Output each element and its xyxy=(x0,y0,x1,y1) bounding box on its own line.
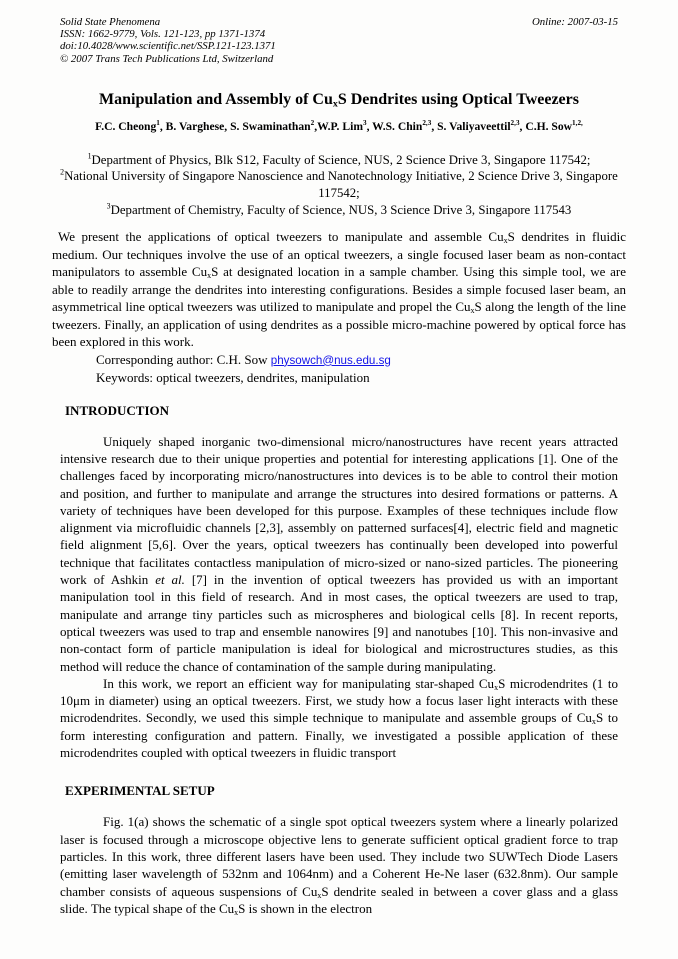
experimental-setup-paragraph-1: Fig. 1(a) shows the schematic of a single spot optical tweezers system where a linearly polarized laser is focused through a microscope objective lens to generate sufficient optical gradient force to trap particles. In this work, three different lasers have been used. They include two SUWTech Diode Lasers (emitting laser wavelength of 532nm and 1064nm) and a Coherent He-Ne laser (632.8nm). Our sample chamber consists of aqueous suspensions of $Cu_xS$ dendrite sealed in between a cover glass and a glass slide. The typical shape of the $Cu_xS$ is shown in the electron xyxy=(60,814,619,917)
email-link[interactable]: physowch@nus.edu.sg xyxy=(270,353,391,367)
journal-header-left xyxy=(60,16,276,65)
doi-line: doi:10.4028/www.scientific.net/SSP.121-123.1371 xyxy=(60,40,276,53)
copyright-line: © 2007 Trans Tech Publications Ltd, Switzerland xyxy=(60,52,274,65)
introduction-paragraph-2: In this work, we report an efficient way for manipulating star-shaped $Cu_xS$ microdendrites (1 to 10μm in diameter) using an optical tweezers. First, we study how a focus laser light interacts with these microdendrites. Secondly, we used this simple technique to manipulate and assemble groups of $Cu_xS$ to form interesting configuration and pattern. Finally, we investigated a possible application of these microdendrites coupled with optical tweezers in fluidic transport xyxy=(60,675,618,761)
affiliation-line-2: $^2$National University of Singapore Nanoscience and Nanotechnology Initiative, 2 Science Drive 3, Singapore 117542; xyxy=(60,168,618,200)
journal-name: Solid State Phenomena xyxy=(60,16,161,28)
affiliations xyxy=(60,152,618,218)
issn-line: ISSN: 1662-9779, Vols. 121-123, pp 1371-1374 xyxy=(60,28,266,41)
paper-title: Manipulation and Assembly of $Cu_xS$ Dendrites using Optical Tweezers xyxy=(99,90,579,110)
keywords-line: Keywords: optical tweezers, dendrites, manipulation xyxy=(96,370,370,386)
journal-header xyxy=(60,16,618,65)
affiliation-line-3: $^3$Department of Chemistry, Faculty of Science, NUS, 3 Science Drive 3, Singapore 117543 xyxy=(106,201,572,217)
section-heading-experimental-setup: EXPERIMENTAL SETUP xyxy=(65,783,215,799)
abstract-text: We present the applications of optical tweezers to manipulate and assemble $Cu_xS$ dendrites in fluidic medium. Our techniques involve the use of an optical tweezers, a single focused laser beam as non-contact manipulators to assemble $Cu_xS$ at designated location in a sample chamber. Using this simple tool, we are able to readily arrange the dendrites into interesting configurations. Besides a simple focused laser beam, an asymmetrical line optical tweezers was utilized to manipulate and propel the $Cu_xS$ along the length of the line tweezers. Finally, an application of using dendrites as a possible micro-machine powered by optical force has been explored in this work. xyxy=(52,229,626,350)
online-date: Online: 2007-03-15 xyxy=(531,16,618,28)
section-heading-introduction: INTRODUCTION xyxy=(65,402,170,418)
affiliation-line-1: $^1$Department of Physics, Blk S12, Faculty of Science, NUS, 2 Science Drive 3, Singapore 117542; xyxy=(87,151,591,167)
corresponding-author-label: Corresponding author: C.H. Sow xyxy=(96,351,271,367)
introduction-paragraph-1: Uniquely shaped inorganic two-dimensional micro/nanostructures have recent years attracted intensive research due to their unique properties and potential for interesting applications [1]. One of the challenges faced by incorporating micro/nanostructures into devices is to be able to control their motion and position, and further to manipulate and arrange the structures into desired formations or patterns. A variety of techniques have been developed for this purpose. Examples of these techniques include flow alignment via microfluidic channels [2,3], assembly on patterned surfaces[4], electric field and magnetic field alignment [5,6]. Over the years, optical tweezers has continually been developed into powerful technique that facilitates contactless manipulation of micro-sized or nano-sized particles. The pioneering work of Ashkin et al. [7] in the invention of optical tweezers has provided us with an important manipulation tool in this field of research. And in most cases, the optical tweezers are used to trap, manipulate and arrange tiny particles such as microspheres and biological cells [8]. In recent reports, optical tweezers was used to trap and ensemble nanowires [9] and nanotubes [10]. This non-invasive and non-contact form of particle manipulation is ideal for biological and microstructures studies, as this method will reduce the chance of contamination of the sample during manipulating. xyxy=(60,433,618,674)
corresponding-author-line xyxy=(96,351,618,370)
author-line: F.C. Cheong$^1$, B. Varghese, S. Swaminathan$^2$,W.P. Lim$^3$, W.S. Chin$^{2,3}$, S. Valiyaveettil$^{2,3}$, C.H. Sow$^{1,2,}$ xyxy=(95,118,583,133)
